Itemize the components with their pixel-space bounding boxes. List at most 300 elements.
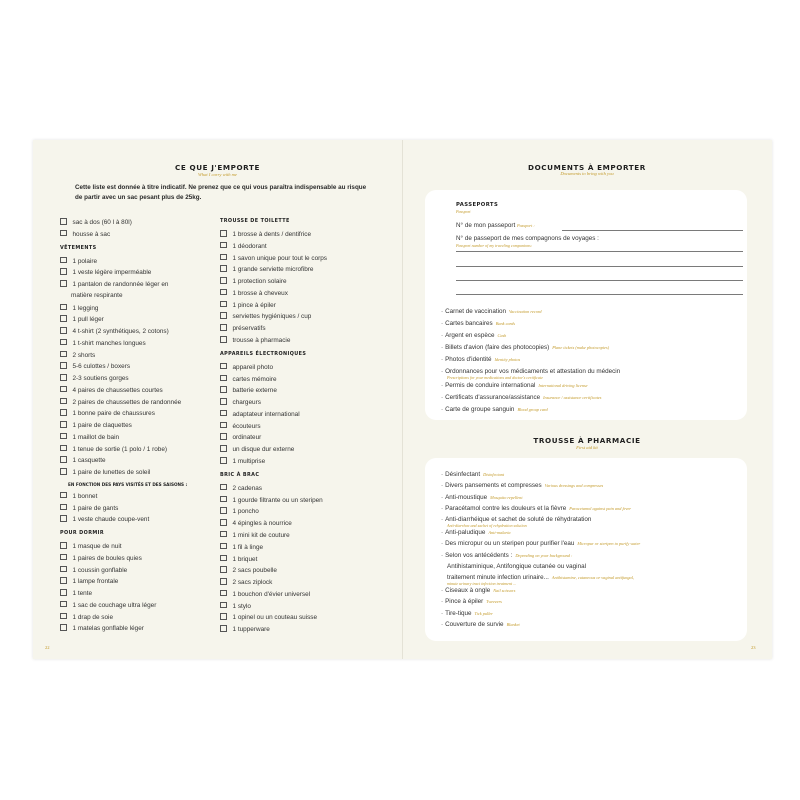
section-heading: APPAREILS ÉLECTRONIQUES (220, 350, 307, 357)
checklist-item (220, 265, 314, 274)
checklist-item-label: 4 épingles à nourrice (232, 520, 292, 528)
pharmacy-item (447, 563, 586, 570)
checklist-item-label: sac à dos (60 l à 80l) (72, 219, 132, 226)
checkbox[interactable] (220, 324, 227, 331)
checkbox[interactable] (60, 577, 67, 584)
checklist-item-label: 2 sacs ziplock (232, 579, 273, 587)
bullet-dot: · (441, 504, 444, 512)
checklist-item-label: 1 brosse à cheveux (232, 289, 288, 297)
checklist-item (220, 433, 261, 442)
checkbox[interactable] (220, 445, 227, 452)
checklist-item-label: 2 sacs poubelle (232, 567, 277, 575)
item-translation: Depending on your background : (515, 552, 573, 558)
item-translation: Disinfectant (483, 472, 505, 477)
checkbox[interactable] (220, 398, 227, 405)
item-label: Anti-diarrhéique et sachet de soluté de réhydratation (445, 516, 592, 524)
checklist-item-label: trousse à pharmacie (232, 337, 291, 345)
passport-number-en: Passport : (516, 223, 535, 228)
documents-card (425, 190, 747, 420)
pharmacy-item (441, 587, 515, 594)
checklist-item (60, 492, 97, 501)
bullet-dot: · (441, 609, 444, 617)
pharmacy-item (441, 471, 504, 478)
checklist-item (220, 422, 261, 431)
checklist-item-label: 2 cadenas (232, 484, 262, 492)
bullet-dot: · (441, 356, 444, 363)
checklist-item (220, 289, 288, 298)
companions-passport-label: N° de passeport de mes compagnons de voyages : (456, 235, 599, 242)
checkbox[interactable] (60, 339, 67, 346)
checklist-item-label: 1 paire de claquettes (72, 422, 132, 429)
checklist-item-label: 1 tupperware (232, 626, 270, 634)
checklist-item (220, 590, 310, 599)
checklist-item-label: 1 bonne paire de chaussures (72, 410, 155, 418)
companions-line-1[interactable] (456, 251, 743, 252)
item-label: Ordonnances pour vos médicaments et attestation du médecin (445, 368, 621, 375)
companions-passport-en: Passport number of my traveling companions: (456, 243, 533, 248)
document-item (441, 394, 601, 401)
page-number: 22 (45, 645, 50, 650)
checklist-item (220, 531, 290, 540)
checkbox[interactable] (220, 531, 227, 538)
item-label: Des micropur ou un steripen pour purifier l'eau (445, 540, 575, 548)
companions-line-2[interactable] (456, 266, 743, 267)
checklist-item (220, 386, 277, 395)
pharmacy-card (425, 458, 747, 641)
checkbox[interactable] (220, 578, 227, 585)
checkbox[interactable] (220, 422, 227, 429)
checkbox[interactable] (220, 230, 227, 237)
checkbox[interactable] (220, 265, 227, 272)
checklist-item (220, 496, 323, 505)
checklist-item-label: 1 déodorant (232, 242, 267, 250)
checklist-item-label: 1 matelas gonflable léger (72, 625, 144, 633)
checklist-item (60, 327, 169, 336)
checkbox[interactable] (60, 515, 67, 522)
item-label: Divers pansements et compresses (445, 482, 542, 490)
checkbox[interactable] (220, 336, 227, 343)
item-label: Couverture de survie (445, 620, 504, 628)
checklist-item (60, 445, 167, 454)
checklist-item-label: 1 legging (72, 304, 99, 312)
passport-number-fr: N° de mon passeport (456, 222, 516, 229)
checklist-item (220, 230, 311, 239)
checklist-item (220, 312, 311, 321)
companions-line-4[interactable] (456, 294, 743, 295)
checkbox[interactable] (60, 492, 67, 499)
checklist-item-label: batterie externe (232, 387, 277, 395)
page-subtitle: What I carry with me (197, 172, 238, 177)
checklist-item (60, 409, 155, 418)
item-label: Pince à épiler (445, 598, 484, 606)
pharmacy-item (441, 552, 572, 559)
checklist-item-label: 1 paires de boules quies (72, 554, 142, 562)
checkbox[interactable] (220, 457, 227, 464)
checklist-item-label: 1 lampe frontale (72, 578, 119, 586)
checkbox[interactable] (220, 519, 227, 526)
checklist-item-label: 1 paire de gants (72, 504, 119, 512)
passport-number-line[interactable] (562, 230, 743, 231)
checklist-item-label: 1 brosse à dents / dentifrice (232, 231, 312, 238)
section-heading: POUR DORMIR (60, 530, 105, 536)
checkbox[interactable] (60, 327, 67, 334)
item-label: Permis de conduire international (445, 382, 536, 389)
checklist-item-label: 1 bonnet (72, 492, 98, 500)
checklist-item-label: appareil photo (232, 363, 274, 371)
checklist-item (60, 339, 146, 348)
checklist-item-label: 1 protection solaire (232, 278, 287, 286)
item-translation: Prescriptions for your medications and doctor's certificate (447, 375, 544, 380)
pharmacy-title: TROUSSE À PHARMACIE (533, 436, 641, 445)
item-label: Carte de groupe sanguin (445, 406, 515, 413)
right-page (402, 140, 772, 659)
checklist-item-label: 1 polaire (72, 257, 98, 265)
checkbox[interactable] (60, 315, 67, 322)
checklist-item-label: 1 poncho (232, 508, 259, 516)
checkbox[interactable] (60, 433, 67, 440)
item-translation: Nail scissors (493, 588, 516, 593)
checklist-item-label: chargeurs (232, 399, 261, 407)
bullet-dot: · (441, 516, 444, 524)
bullet-dot: · (441, 308, 444, 315)
item-label: Carnet de vaccination (445, 308, 507, 315)
checklist-item (60, 230, 110, 239)
checkbox[interactable] (220, 555, 227, 562)
checklist-item (60, 398, 181, 407)
checkbox[interactable] (60, 374, 67, 381)
checklist-item (220, 324, 266, 333)
checklist-item (60, 515, 149, 524)
checkbox[interactable] (220, 566, 227, 573)
item-label: traitement minute infection urinaire... (447, 574, 549, 582)
pharmacy-item (441, 505, 631, 512)
checkbox[interactable] (60, 624, 67, 631)
pharmacy-item (441, 494, 523, 501)
checklist-item (220, 602, 251, 611)
checkbox[interactable] (220, 289, 227, 296)
passports-title-en: Passport (456, 209, 471, 214)
checkbox[interactable] (60, 601, 67, 608)
checkbox[interactable] (60, 268, 67, 275)
left-page (33, 140, 402, 659)
checklist-item (60, 421, 132, 430)
item-label: Désinfectant (445, 471, 481, 478)
checklist-item (60, 554, 142, 563)
section-heading: TROUSSE DE TOILETTE (220, 218, 290, 224)
item-translation-2: minute urinary tract infection treatment ... (447, 581, 517, 587)
section-heading: VÊTEMENTS (60, 244, 97, 251)
item-translation: Antihistamine, cutaneous or vaginal antifungal, (551, 575, 634, 581)
checklist-item-label: 1 sac de couchage ultra léger (72, 601, 157, 609)
pharmacy-subtitle: First aid kit (576, 445, 598, 450)
checkbox[interactable] (60, 230, 67, 237)
checklist-item-label: 1 veste légère imperméable (72, 269, 152, 277)
passports-title: PASSEPORTS (456, 202, 499, 208)
checkbox[interactable] (220, 543, 227, 550)
checkbox[interactable] (60, 554, 67, 561)
item-label: Cartes bancaires (445, 320, 493, 327)
checklist-item-label: serviettes hygiéniques / cup (232, 313, 312, 321)
checklist-item-label: 1 opinel ou un couteau suisse (232, 614, 318, 622)
checklist-item-label: 1 fil à linge (232, 543, 264, 551)
checklist-item (60, 566, 127, 575)
item-translation: Blood group card (517, 407, 548, 412)
checklist-item (60, 624, 144, 633)
checkbox[interactable] (60, 304, 67, 311)
checklist-item (60, 601, 156, 610)
document-item (441, 308, 542, 315)
item-translation: Tweezers (486, 599, 502, 605)
checklist-item (220, 507, 259, 516)
checklist-item (60, 218, 132, 227)
document-item (441, 356, 520, 363)
checkbox[interactable] (220, 507, 227, 514)
checklist-item (220, 578, 272, 587)
checkbox[interactable] (60, 421, 67, 428)
checklist-item (60, 362, 130, 371)
checklist-item-label: cartes mémoire (232, 375, 277, 383)
checkbox[interactable] (60, 456, 67, 463)
item-translation: Plane tickets (make photocopies) (552, 345, 610, 350)
bullet-dot: · (441, 320, 444, 327)
checkbox[interactable] (220, 625, 227, 632)
checklist-item (220, 410, 300, 419)
checklist-item-label: 1 maillot de bain (72, 433, 120, 441)
item-label: Argent en espèce (445, 332, 495, 339)
checklist-item-label: 1 masque de nuit (72, 543, 122, 550)
checkbox[interactable] (60, 613, 67, 620)
item-translation: Tick puller (474, 610, 493, 616)
checklist-item (60, 304, 98, 313)
checklist-item-label: 1 gourde filtrante ou un steripen (232, 496, 323, 504)
bullet-dot: · (441, 587, 444, 594)
item-label: Photos d'identité (445, 356, 492, 363)
pharmacy-item (447, 574, 634, 581)
checklist-item (220, 445, 294, 454)
bullet-dot: · (441, 482, 444, 490)
checklist-item-label: 2-3 soutiens gorges (72, 375, 129, 382)
checklist-item-label: 4 t-shirt (2 synthétiques, 2 cotons) (72, 328, 169, 335)
checkbox[interactable] (60, 542, 67, 549)
bullet-dot: · (441, 332, 444, 339)
item-label: Ciseaux à ongle (445, 587, 491, 594)
checklist-item (220, 457, 265, 466)
bullet-dot: · (441, 551, 444, 559)
checklist-item (220, 566, 277, 575)
checkbox[interactable] (220, 375, 227, 382)
bullet-dot: · (441, 382, 444, 389)
checklist-item-label: 4 paires de chaussettes courtes (72, 386, 163, 394)
checkbox[interactable] (60, 257, 67, 264)
checklist-item-label: 1 tenue de sortie (1 polo / 1 robe) (72, 445, 167, 453)
page-number: 23 (751, 645, 756, 650)
checklist-item (60, 315, 104, 324)
documents-title: DOCUMENTS À EMPORTER (528, 163, 646, 172)
item-translation: Anti-diarrhea and sachet of rehydration solution (447, 523, 527, 529)
item-label: Anti-paludique (445, 529, 486, 536)
item-translation: Paracetamol against pain and fever (569, 505, 632, 511)
checkbox[interactable] (220, 301, 227, 308)
checklist-item-label: 1 savon unique pour tout le corps (232, 254, 328, 262)
checkbox[interactable] (220, 410, 227, 417)
checkbox[interactable] (220, 590, 227, 597)
checklist-item (220, 242, 267, 251)
checklist-item (60, 374, 129, 383)
checklist-item (60, 386, 163, 395)
companions-line-3[interactable] (456, 280, 743, 281)
bullet-dot: · (441, 598, 444, 606)
checklist-item-label: 1 pull léger (72, 316, 104, 324)
checklist-item-label: ordinateur (232, 434, 262, 442)
pharmacy-item (441, 529, 511, 536)
item-translation: Various dressings and compresses (544, 483, 604, 489)
checklist-item (60, 456, 106, 465)
checkbox[interactable] (220, 496, 227, 503)
checklist-item (220, 398, 261, 407)
checklist-item-label: 1 briquet (232, 555, 258, 563)
pharmacy-item (441, 540, 640, 547)
checklist-item-label: 2 shorts (72, 351, 96, 359)
item-translation: Micropur or steripen to purify water (577, 541, 641, 547)
passport-number-label (456, 222, 535, 229)
checklist-item-label: 1 multiprise (232, 458, 266, 466)
checklist-item (220, 625, 270, 634)
checklist-item (220, 254, 327, 263)
checklist-item (60, 257, 97, 266)
checklist-item (60, 268, 151, 277)
checkbox[interactable] (220, 277, 227, 284)
checklist-item (60, 468, 150, 477)
checklist-item-label: préservatifs (232, 325, 266, 333)
checklist-item (220, 484, 262, 493)
checklist-item-label: 1 tente (72, 590, 93, 597)
document-item (441, 368, 620, 375)
checklist-item-label: 1 bouchon d'évier universel (232, 590, 311, 598)
checklist-item (220, 543, 263, 552)
document-item (441, 320, 515, 327)
checklist-item-label: 1 pantalon de randonnée léger en (72, 281, 169, 288)
pharmacy-item (441, 598, 502, 605)
bullet-dot: · (441, 394, 444, 401)
checkbox[interactable] (60, 351, 67, 358)
intro-text: Cette liste est donnée à titre indicatif. Ne prenez que ce qui vous paraîtra indispensable au risque de partir avec un sac pesant plus de 25kg. (75, 184, 367, 201)
page-title: CE QUE J'EMPORTE (175, 163, 260, 172)
checklist-item (220, 519, 292, 528)
checkbox[interactable] (220, 254, 227, 261)
item-label: Paracétamol contre les douleurs et la fièvre (445, 504, 567, 512)
checklist-item (60, 613, 113, 622)
bullet-dot: · (441, 620, 444, 628)
item-label: Anti-moustique (445, 493, 488, 501)
item-translation: Vaccination record (509, 309, 542, 314)
pharmacy-item (441, 482, 603, 489)
checkbox[interactable] (60, 468, 67, 475)
document-item (441, 382, 588, 389)
checklist-item-label: 1 stylo (232, 602, 251, 610)
checklist-item-label: matière respirante (71, 291, 123, 299)
checklist-item-label: 1 t-shirt manches longues (72, 339, 146, 347)
checkbox[interactable] (220, 602, 227, 609)
document-item (441, 406, 548, 413)
item-translation: Mosquito repellent (490, 494, 523, 500)
checklist-item-label: adaptateur international (232, 410, 300, 418)
bullet-dot: · (441, 493, 444, 501)
checklist-item-label: 1 pince à épiler (232, 301, 276, 309)
checkbox[interactable] (60, 362, 67, 369)
checkbox[interactable] (60, 566, 67, 573)
section-heading: BRIC À BRAC (220, 471, 260, 478)
checkbox[interactable] (60, 504, 67, 511)
bullet-dot: · (441, 406, 444, 413)
bullet-dot: · (441, 368, 444, 375)
checklist-item (60, 504, 118, 513)
checklist-item (60, 433, 119, 442)
checkbox[interactable] (60, 409, 67, 416)
item-label: Tire-tique (445, 609, 472, 617)
book-spread (33, 140, 772, 659)
checklist-item (220, 301, 276, 310)
checkbox[interactable] (60, 589, 67, 596)
checklist-item (60, 542, 122, 551)
checklist-item (60, 577, 118, 586)
checklist-item (220, 363, 273, 372)
checklist-item-label: housse à sac (72, 230, 111, 238)
bullet-dot: · (441, 471, 444, 478)
checklist-item-label: un disque dur externe (232, 446, 295, 454)
checklist-item (220, 336, 290, 345)
item-translation: Blanket (506, 621, 520, 627)
checkbox[interactable] (60, 386, 67, 393)
checklist-item (60, 351, 95, 360)
pharmacy-item (441, 621, 520, 628)
checkbox[interactable] (220, 386, 227, 393)
checklist-item (220, 555, 257, 564)
checklist-item (220, 375, 277, 384)
checkbox[interactable] (220, 242, 227, 249)
item-translation: Bank cards (495, 321, 516, 326)
checklist-item-label: 5-6 culottes / boxers (72, 363, 131, 371)
checkbox[interactable] (60, 445, 67, 452)
checkbox[interactable] (60, 280, 67, 287)
item-label: Antihistaminique, Antifongique cutanée ou vaginal (447, 562, 586, 570)
checkbox[interactable] (220, 363, 227, 370)
bullet-dot: · (441, 540, 444, 548)
document-item (441, 344, 609, 351)
documents-subtitle: Documents to bring with you (560, 171, 614, 176)
bullet-dot: · (441, 529, 444, 536)
checklist-item-label: 1 mini kit de couture (232, 531, 290, 539)
bullet-dot: · (441, 344, 444, 351)
checklist-item-label: 1 veste chaude coupe-vent (72, 516, 150, 524)
pharmacy-item (441, 516, 591, 523)
item-translation: Identity photos (494, 357, 521, 362)
checkbox[interactable] (220, 433, 227, 440)
checkbox[interactable] (220, 312, 227, 319)
item-label: Selon vos antécédents : (445, 551, 513, 559)
document-item (441, 332, 506, 339)
checkbox[interactable] (220, 613, 227, 620)
checkbox[interactable] (60, 218, 67, 225)
checkbox[interactable] (220, 484, 227, 491)
checklist-item-label: 1 grande serviette microfibre (232, 266, 314, 274)
checklist-item-label: 1 drap de soie (72, 613, 114, 621)
checklist-item (220, 277, 287, 286)
checklist-item (60, 280, 168, 289)
item-translation: Anti-malaria (488, 530, 511, 535)
checkbox[interactable] (60, 398, 67, 405)
checklist-item-label: 1 paire de lunettes de soleil (72, 469, 151, 476)
seasonal-note: EN FONCTION DES PAYS VISITÉS ET DES SAISONS : (68, 481, 188, 487)
